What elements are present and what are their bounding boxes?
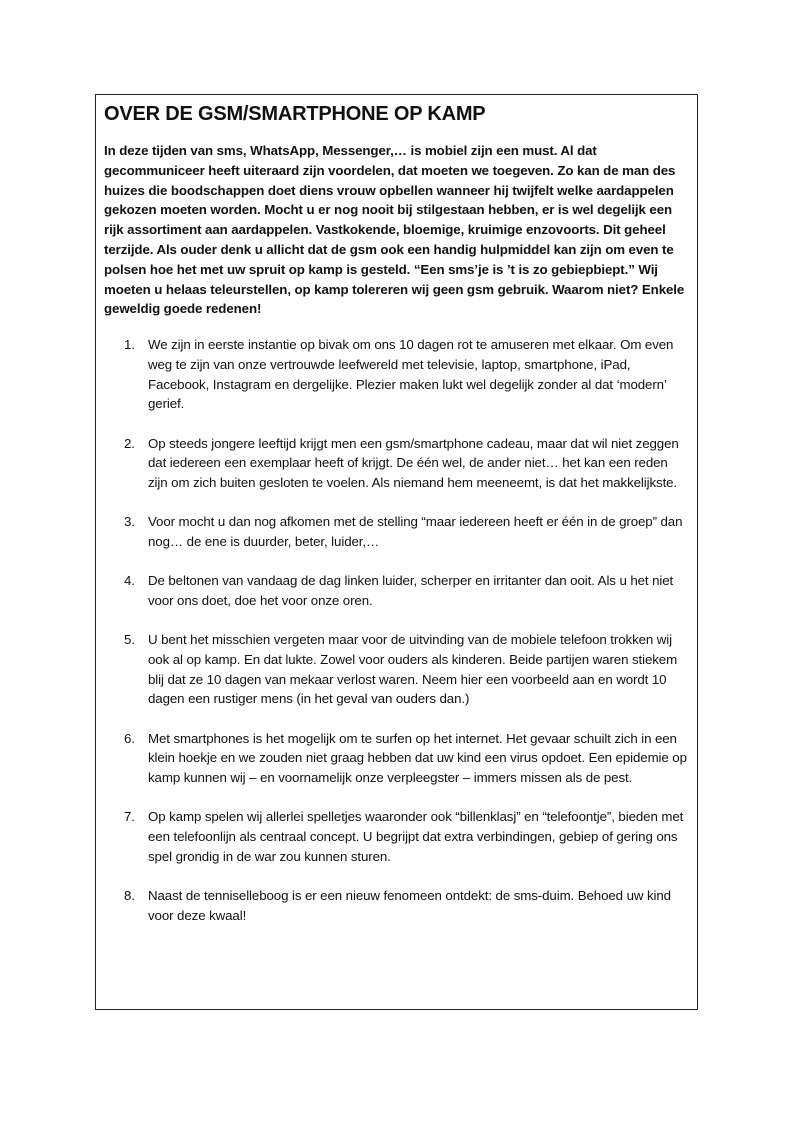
list-item-number: 8. [124, 888, 135, 904]
list-item-number: 5. [124, 632, 135, 648]
list-item [104, 630, 689, 709]
list-item-number: 1. [124, 337, 135, 353]
list-item-number: 2. [124, 435, 135, 451]
list-item [104, 886, 689, 925]
list-item [104, 729, 689, 788]
list-item-text: Op kamp spelen wij allerlei spelletjes waaronder ook “billenklasj” en “telefoontje”, bieden met een telefoonlijn als centraal concept. U begrijpt dat extra verbindingen, gebiep of gering ons spel grondig in de war zou kunnen sturen. [148, 809, 684, 864]
list-item-text: Met smartphones is het mogelijk om te surfen op het internet. Het gevaar schuilt zich in een klein hoekje en we zouden niet graag hebben dat uw kind een virus opdoet. Een epidemie op kamp kunnen wij – en voornamelijk onze verpleegster – immers missen als de pest. [148, 730, 687, 786]
list-item [104, 807, 689, 866]
list-item-text: Voor mocht u dan nog afkomen met de stelling “maar iedereen heeft er één in de groep” dan nog… de ene is duurder, beter, luider,… [148, 514, 683, 549]
list-item-text: U bent het misschien vergeten maar voor de uitvinding van de mobiele telefoon trokken wij ook al op kamp. En dat lukte. Zowel voor ouders als kinderen. Beide partijen waren stiekem blij dat ze 10 dagen van mekaar verlost waren. Neem hier een voorbeeld aan en wordt 10 dagen een rustiger mens (in het geval van ouders dan.) [148, 632, 678, 707]
list-item [104, 434, 689, 493]
document-frame [95, 94, 698, 1010]
reasons-list [104, 335, 689, 925]
list-item [104, 512, 689, 551]
document-title: OVER DE GSM/SMARTPHONE OP KAMP [104, 103, 486, 125]
list-item-text: Naast de tenniselleboog is er een nieuw fenomeen ontdekt: de sms-duim. Behoed uw kind voor deze kwaal! [148, 888, 671, 923]
intro-paragraph: In deze tijden van sms, WhatsApp, Messenger,… is mobiel zijn een must. Al dat gecommuniceer heeft uiteraard zijn voordelen, dat moeten we toegeven. Zo kan de man des huizes die boodschappen doet diens vrouw opbellen wanneer hij twijfelt welke aardappelen gekozen moeten worden. Mocht u er nog nooit bij stilgestaan hebben, er is wel degelijk een rijk assortiment aan aardappelen. Vastkokende, bloemige, kruimige enzovoorts. Dit geheel terzijde. Als ouder denk u allicht dat de gsm ook een handig hulpmiddel kan zijn om even te polsen hoe het met uw spruit op kamp is gesteld. “Een sms’je is ’t is zo gebiepbiept.” Wij moeten u helaas teleurstellen, op kamp tolereren wij geen gsm gebruik. Waarom niet? Enkele geweldig goede redenen! [104, 143, 685, 317]
list-item-text: Op steeds jongere leeftijd krijgt men een gsm/smartphone cadeau, maar dat wil niet zeggen dat iedereen een exemplaar heeft of krijgt. De één wel, de ander niet… het kan een reden zijn om zich buiten gesloten te voelen. Als niemand hem meeneemt, is dat het makkelijkste. [148, 435, 679, 490]
list-item [104, 571, 689, 610]
list-item-number: 3. [124, 514, 135, 530]
list-item-number: 4. [124, 573, 135, 589]
list-item [104, 335, 689, 414]
list-item-number: 7. [124, 809, 135, 825]
list-item-number: 6. [124, 730, 135, 746]
list-item-text: We zijn in eerste instantie op bivak om ons 10 dagen rot te amuseren met elkaar. Om even weg te zijn van onze vertrouwde leefwereld met televisie, laptop, smartphone, iPad, Facebook, Instagram en dergelijke. Plezier maken lukt wel degelijk zonder al dat ‘modern’ gerief. [148, 337, 674, 412]
list-item-text: De beltonen van vandaag de dag linken luider, scherper en irritanter dan ooit. Als u het niet voor ons doet, doe het voor onze oren. [148, 573, 674, 608]
